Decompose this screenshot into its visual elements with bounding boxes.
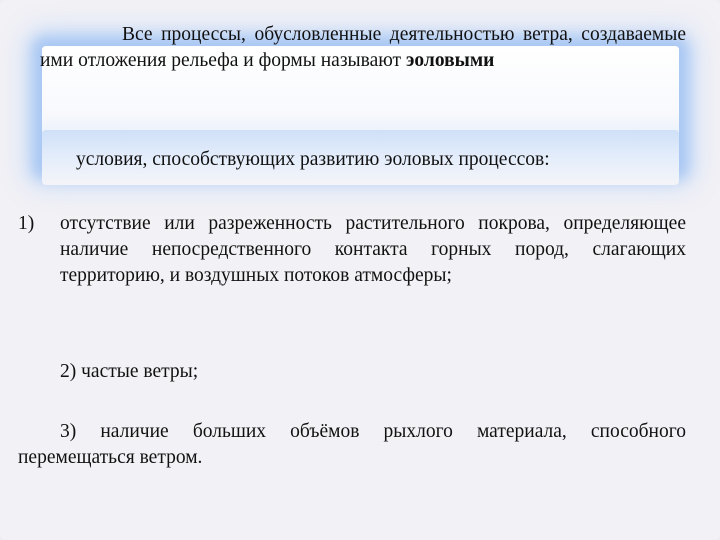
conditions-heading: условия, способствующих развитию эоловых процессов:: [76, 149, 550, 170]
list-item-text: частые ветры;: [81, 361, 199, 382]
list-item: [18, 419, 686, 471]
list-item-number: 3): [60, 421, 77, 442]
list-item: [60, 359, 686, 385]
list-item-number: 2): [60, 361, 77, 382]
definition-plain: Все процессы, обусловленные деятельностью ветра, создаваемые ими отложения рельефа и формы называют: [40, 24, 686, 71]
list-item-number: 1): [18, 213, 35, 234]
list-item-text: наличие больших объёмов рыхлого материала, способного перемещаться ветром.: [18, 421, 686, 468]
list-item-text: отсутствие или разреженность растительного покрова, определяющее наличие непосредственного контакта горных пород, слагающих территорию, и воздушных потоков атмосферы;: [60, 213, 686, 286]
definition-text: [40, 22, 686, 74]
definition-term: эоловыми: [405, 50, 495, 71]
